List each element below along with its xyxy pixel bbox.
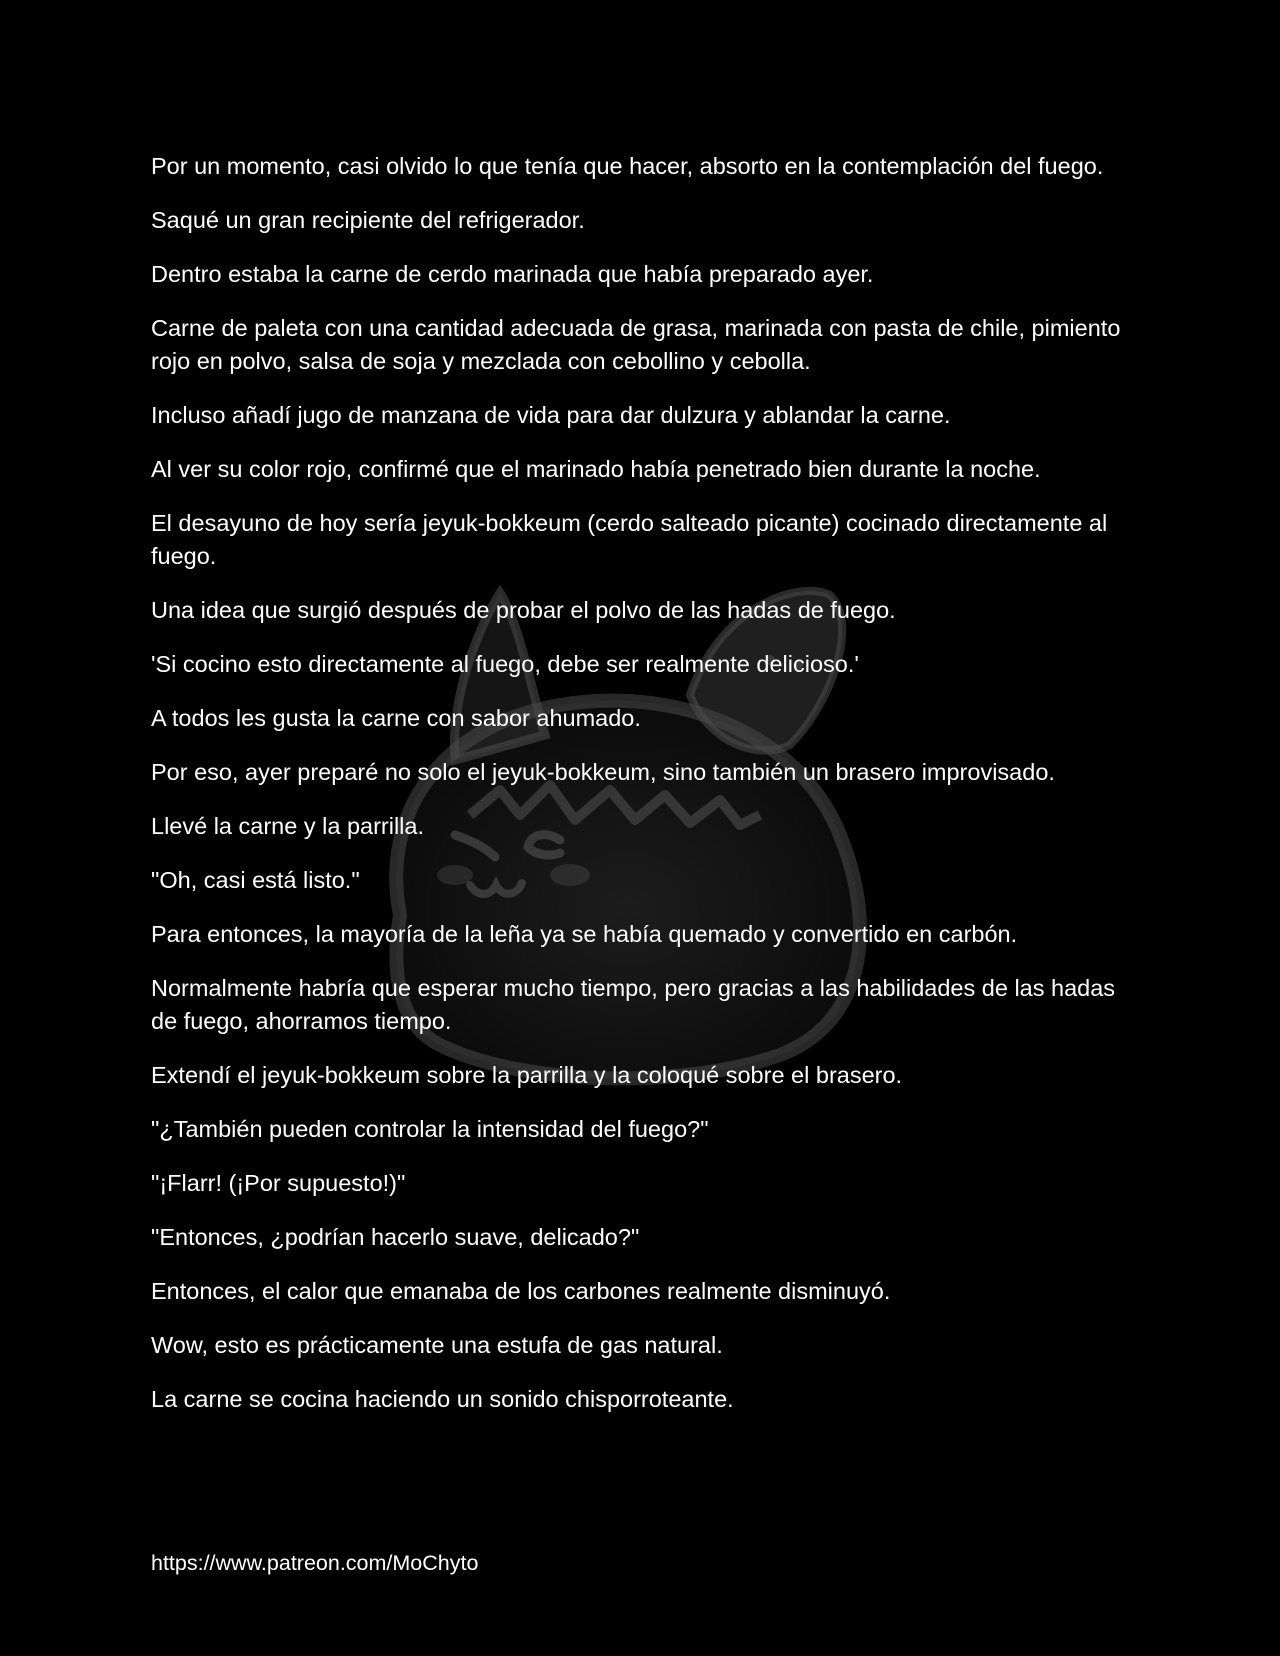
paragraph: "Entonces, ¿podrían hacerlo suave, delicado?" — [151, 1224, 640, 1250]
paragraph: Por un momento, casi olvido lo que tenía que hacer, absorto en la contemplación del fuego. — [151, 153, 1104, 179]
paragraph: Por eso, ayer preparé no solo el jeyuk-bokkeum, sino también un brasero improvisado. — [151, 759, 1055, 785]
paragraph: La carne se cocina haciendo un sonido chisporroteante. — [151, 1386, 734, 1412]
paragraph: Extendí el jeyuk-bokkeum sobre la parrilla y la coloqué sobre el brasero. — [151, 1062, 903, 1088]
paragraph: "¡Flarr! (¡Por supuesto!)" — [151, 1170, 406, 1196]
paragraph: Entonces, el calor que emanaba de los carbones realmente disminuyó. — [151, 1278, 891, 1304]
paragraph: Al ver su color rojo, confirmé que el marinado había penetrado bien durante la noche. — [151, 456, 1041, 482]
paragraph: "¿También pueden controlar la intensidad del fuego?" — [151, 1116, 709, 1142]
patreon-link[interactable]: https://www.patreon.com/MoChyto — [151, 1551, 479, 1575]
paragraph: Dentro estaba la carne de cerdo marinada que había preparado ayer. — [151, 261, 874, 287]
paragraph: "Oh, casi está listo." — [151, 867, 360, 893]
paragraph: Carne de paleta con una cantidad adecuada de grasa, marinada con pasta de chile, pimiento rojo en polvo, salsa de soja y mezclada con cebollino y cebolla. — [151, 315, 1121, 374]
paragraph: Saqué un gran recipiente del refrigerador. — [151, 207, 585, 233]
paragraph: 'Si cocino esto directamente al fuego, debe ser realmente delicioso.' — [151, 651, 859, 677]
paragraph: Llevé la carne y la parrilla. — [151, 813, 424, 839]
paragraph: Para entonces, la mayoría de la leña ya se había quemado y convertido en carbón. — [151, 921, 1018, 947]
chapter-text — [151, 150, 1141, 1437]
paragraph: A todos les gusta la carne con sabor ahumado. — [151, 705, 641, 731]
paragraph: Normalmente habría que esperar mucho tiempo, pero gracias a las habilidades de las hadas de fuego, ahorramos tiempo. — [151, 975, 1116, 1034]
paragraph: Una idea que surgió después de probar el polvo de las hadas de fuego. — [151, 597, 896, 623]
paragraph: Incluso añadí jugo de manzana de vida para dar dulzura y ablandar la carne. — [151, 402, 951, 428]
paragraph: El desayuno de hoy sería jeyuk-bokkeum (cerdo salteado picante) cocinado directamente al fuego. — [151, 510, 1108, 569]
paragraph: Wow, esto es prácticamente una estufa de gas natural. — [151, 1332, 723, 1358]
